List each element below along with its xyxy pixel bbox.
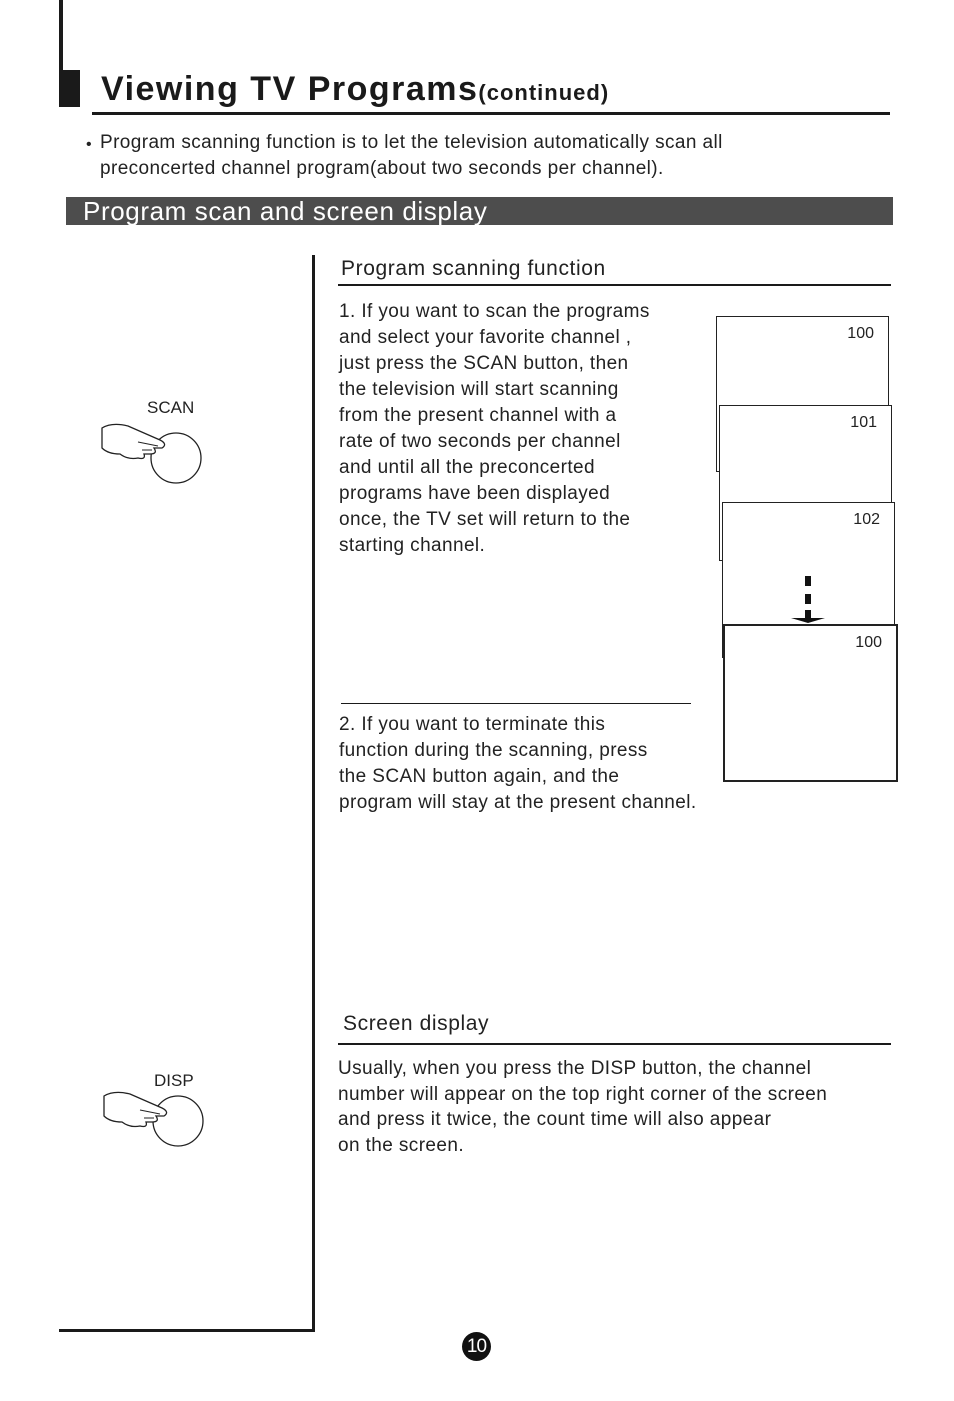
intro-line: Program scanning function is to let the television automatically scan all (100, 132, 723, 153)
scan-para1-line: and select your favorite channel , (339, 327, 632, 348)
disp-button-label: DISP (154, 1071, 194, 1090)
disp-para-line: and press it twice, the count time will also appear (338, 1109, 772, 1130)
title-underline (92, 112, 890, 115)
title-suffix: (continued) (478, 80, 610, 105)
channel-number: 100 (847, 325, 874, 342)
scan-heading-rule (338, 284, 891, 286)
hand-press-disp-icon (100, 1088, 208, 1150)
page-title (101, 70, 609, 109)
scan-para1-line: starting channel. (339, 535, 486, 556)
scan-para1-line: programs have been displayed (339, 483, 611, 504)
hand-press-scan-icon (98, 418, 206, 486)
disp-heading-rule (338, 1043, 891, 1045)
scan-para1-line: from the present channel with a (339, 405, 617, 426)
scan-para1-line: and until all the preconcerted (339, 457, 595, 478)
scan-para2-line: function during the scanning, press (339, 740, 648, 761)
page-number: 10 (462, 1332, 491, 1361)
scan-para2-line: program will stay at the present channel. (339, 792, 697, 813)
scan-button-label: SCAN (147, 398, 195, 417)
para-separator (341, 703, 691, 704)
disp-para-line: number will appear on the top right corner of the screen (338, 1084, 828, 1105)
scan-para1-line: just press the SCAN button, then (339, 353, 629, 374)
section-title: Program scan and screen display (83, 196, 488, 226)
channel-number: 101 (850, 414, 877, 431)
scan-para1-line: the television will start scanning (339, 379, 619, 400)
intro-line: preconcerted channel program(about two seconds per channel). (100, 158, 664, 179)
channel-number: 100 (855, 634, 882, 651)
scan-para1-line: rate of two seconds per channel (339, 431, 621, 452)
bottom-rule (59, 1329, 315, 1332)
bullet-icon: • (86, 136, 92, 153)
disp-heading: Screen display (343, 1012, 490, 1035)
scan-para2-line: the SCAN button again, and the (339, 766, 620, 787)
header-bar-block (59, 70, 80, 107)
scan-heading: Program scanning function (341, 257, 606, 280)
disp-para-line: Usually, when you press the DISP button, the channel (338, 1058, 812, 1079)
scan-para1-line: once, the TV set will return to the (339, 509, 631, 530)
dashed-arrow-down-icon (790, 574, 826, 624)
channel-number: 102 (853, 511, 880, 528)
scan-para2-line: 2. If you want to terminate this (339, 714, 606, 735)
section-band (66, 197, 893, 225)
scan-para1-line: 1. If you want to scan the programs (339, 301, 650, 322)
column-divider (312, 255, 315, 1332)
tv-screen (723, 624, 898, 782)
title-text: Viewing TV Programs (101, 70, 479, 108)
disp-para-line: on the screen. (338, 1135, 465, 1156)
